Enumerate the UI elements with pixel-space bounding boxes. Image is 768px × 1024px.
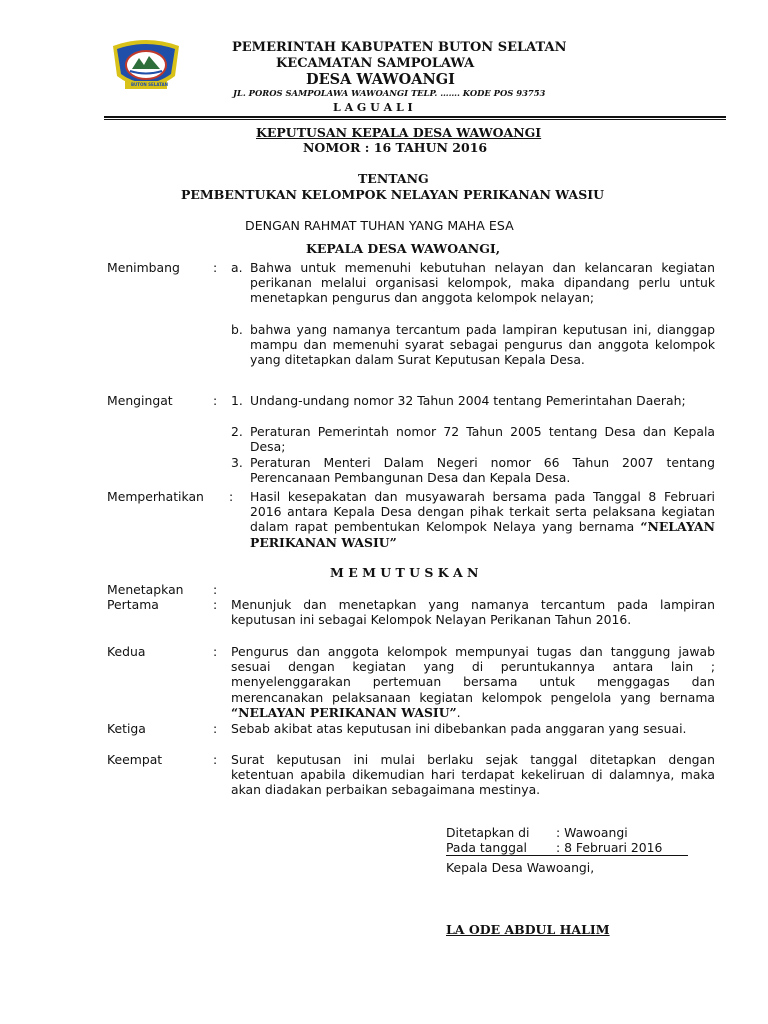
menetapkan-colon: : [213,582,218,597]
menimbang-marker-b: b. [231,322,243,337]
menimbang-item-b: bahwa yang namanya tercantum pada lampiran keputusan ini, dianggap mampu dan memenuhi syarat sebagai pengurus dan anggota kelompok yang ditetapkan dalam Surat Keputusan Kepala Desa. [250,322,715,368]
memperhatikan-body: Hasil kesepakatan dan musyawarah bersama pada Tanggal 8 Februari 2016 antara Kepala Desa dengan pihak terkait serta pelaksana kegiatan dalam rapat pembentukan Kelompok Nelaya yang bernama [250,489,715,535]
decree-about: TENTANG [358,171,429,186]
ketiga-label: Ketiga [107,721,146,736]
logo-caption: BUTON SELATAN [131,82,168,87]
signature-date-rule [446,855,688,856]
menimbang-label: Menimbang [107,260,180,275]
mengingat-marker-3: 3. [231,455,243,470]
mengingat-colon: : [213,393,218,408]
menimbang-item-a: Bahwa untuk memenuhi kebutuhan nelayan dan kelancaran kegiatan perikanan melalui organisasi kelompok, maka dipandang perlu untuk menetapkan pengurus dan anggota kelompok nelayan; [250,260,715,306]
blessing-line: DENGAN RAHMAT TUHAN YANG MAHA ESA [245,218,514,233]
mengingat-marker-2: 2. [231,424,243,439]
letterhead-rule-thin [104,119,726,120]
official-line: KEPALA DESA WAWOANGI, [306,241,501,256]
kedua-group-name-bold: “NELAYAN PERIKANAN WASIU” [231,704,457,720]
memperhatikan-colon: : [229,489,234,504]
mengingat-marker-1: 1. [231,393,243,408]
pertama-label: Pertama [107,597,159,612]
ketiga-text: Sebab akibat atas keputusan ini dibebankan pada anggaran yang sesuai. [231,721,687,736]
signature-date-value: : 8 Februari 2016 [556,840,663,855]
mengingat-item-3: Peraturan Menteri Dalam Negeri nomor 66 Tahun 2007 tentang Perencanaan Pembangunan Desa dan Kepala Desa. [250,455,715,486]
mengingat-label: Mengingat [107,393,173,408]
decree-title: KEPUTUSAN KEPALA DESA WAWOANGI [256,125,542,140]
decree-number: NOMOR : 16 TAHUN 2016 [303,140,488,155]
pertama-text: Menunjuk dan menetapkan yang namanya tercantum pada lampiran keputusan ini sebagai Kelompok Nelayan Perikanan Tahun 2016. [231,597,715,628]
kedua-text [231,644,715,720]
kedua-body: Pengurus dan anggota kelompok mempunyai tugas dan tanggung jawab sesuai dengan kegiatan yang di peruntukannya antara lain ; menyelenggarakan pertemuan bersama untuk menggagas dan merencanakan pelaksanaan kegiatan kelompok pengelola yang bernama [231,644,715,705]
pertama-colon: : [213,597,218,612]
kedua-colon: : [213,644,218,659]
header-district: KECAMATAN SAMPOLAWA [276,56,475,71]
menimbang-colon: : [213,260,218,275]
header-address: JL. POROS SAMPOLAWA WAWOANGI TELP. ……. KODE POS 93753 [233,88,546,98]
decree-subject: PEMBENTUKAN KELOMPOK NELAYAN PERIKANAN WASIU [181,187,604,202]
memutuskan-heading: M E M U T U S K A N [330,565,479,580]
letterhead-rule-thick [104,116,726,118]
signatory-name: LA ODE ABDUL HALIM [446,922,610,937]
kedua-label: Kedua [107,644,146,659]
signature-place-value: : Wawoangi [556,825,628,840]
signature-date-label: Pada tanggal [446,840,527,855]
header-place: L A G U A L I [333,101,413,114]
mengingat-item-1: Undang-undang nomor 32 Tahun 2004 tentang Pemerintahan Daerah; [250,393,686,408]
memperhatikan-label: Memperhatikan [107,489,204,504]
header-government: PEMERINTAH KABUPATEN BUTON SELATAN [232,40,567,55]
regency-logo [105,36,187,98]
memperhatikan-text [250,489,715,550]
header-village: DESA WAWOANGI [306,71,455,88]
kedua-tail: . [456,704,461,720]
mengingat-item-2: Peraturan Pemerintah nomor 72 Tahun 2005 tentang Desa dan Kepala Desa; [250,424,715,455]
menetapkan-label: Menetapkan [107,582,184,597]
keempat-text: Surat keputusan ini mulai berlaku sejak tanggal ditetapkan dengan ketentuan apabila dikemudian hari terdapat kekeliruan di dalamnya, maka akan diadakan perbaikan sebagaimana mestinya. [231,752,715,798]
keempat-colon: : [213,752,218,767]
signature-position: Kepala Desa Wawoangi, [446,860,595,875]
menimbang-marker-a: a. [231,260,243,275]
group-name-bold: “NELAYAN PERIKANAN WASIU” [250,519,715,550]
ketiga-colon: : [213,721,218,736]
keempat-label: Keempat [107,752,163,767]
signature-place-label: Ditetapkan di [446,825,530,840]
